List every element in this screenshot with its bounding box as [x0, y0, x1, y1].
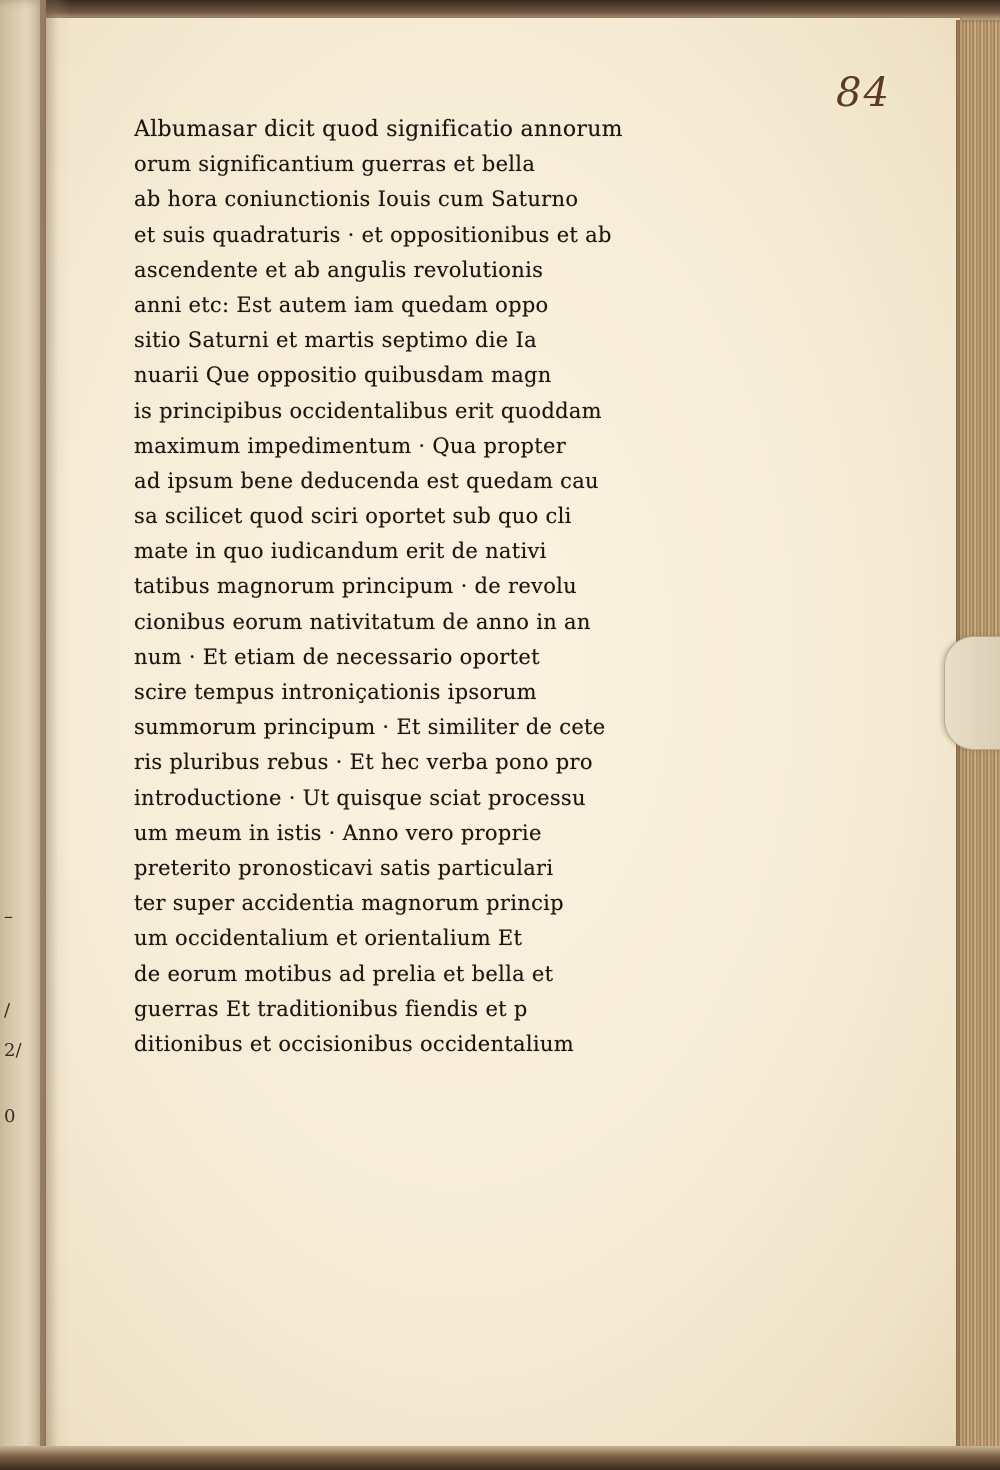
manuscript-line: ris pluribus rebus · Et hec verba pono pro — [134, 750, 593, 775]
manuscript-line: sa scilicet quod sciri oportet sub quo cli — [134, 504, 572, 529]
manuscript-line: um occidentalium et orientalium Et — [134, 926, 523, 951]
margin-mark: / — [4, 1000, 11, 1021]
page-gutter — [40, 0, 70, 1470]
manuscript-line: num · Et etiam de necessario oportet — [134, 644, 540, 669]
manuscript-line: preterito pronosticavi satis particulari — [134, 855, 554, 880]
manuscript-line: et suis quadraturis · et oppositionibus et ab — [134, 222, 612, 247]
manuscript-line: maximum impedimentum · Qua propter — [134, 433, 567, 458]
manuscript-line: ditionibus et occisionibus occidentalium — [134, 1031, 574, 1056]
manuscript-line: sitio Saturni et martis septimo die Ia — [134, 328, 537, 353]
margin-mark: – — [4, 906, 13, 927]
page-tab-marker — [944, 636, 1000, 750]
manuscript-line: summorum principum · Et similiter de cete — [134, 715, 606, 740]
margin-mark: 2/ — [4, 1040, 22, 1061]
manuscript-text — [134, 112, 804, 1062]
manuscript-line: anni etc: Est autem iam quedam oppo — [134, 292, 549, 317]
manuscript-line: cionibus eorum nativitatum de anno in an — [134, 609, 591, 634]
manuscript-line: nuarii Que oppositio quibusdam magn — [134, 363, 552, 388]
manuscript-line: ad ipsum bene deducenda est quedam cau — [134, 468, 599, 493]
book-bottom-edge — [0, 1446, 1000, 1470]
manuscript-line: ab hora coniunctionis Iouis cum Saturno — [134, 187, 579, 212]
margin-mark: 0 — [4, 1106, 16, 1127]
manuscript-line: um meum in istis · Anno vero proprie — [134, 820, 542, 845]
manuscript-line: orum significantium guerras et bella — [134, 152, 536, 177]
manuscript-line: de eorum motibus ad prelia et bella et — [134, 961, 554, 986]
manuscript-line: Albumasar dicit quod significatio annorum — [134, 117, 623, 142]
manuscript-line: mate in quo iudicandum erit de nativi — [134, 539, 547, 564]
folio-number: 84 — [836, 70, 891, 116]
manuscript-line: ascendente et ab angulis revolutionis — [134, 257, 544, 282]
book-top-edge — [46, 0, 1000, 20]
manuscript-line: guerras Et traditionibus fiendis et p — [134, 996, 528, 1021]
manuscript-line: is principibus occidentalibus erit quoddam — [134, 398, 602, 423]
manuscript-line: tatibus magnorum principum · de revolu — [134, 574, 577, 599]
manuscript-line: ter super accidentia magnorum princip — [134, 891, 564, 916]
manuscript-line: introductione · Ut quisque sciat processu — [134, 785, 586, 810]
manuscript-line: scire tempus introniçationis ipsorum — [134, 680, 537, 704]
